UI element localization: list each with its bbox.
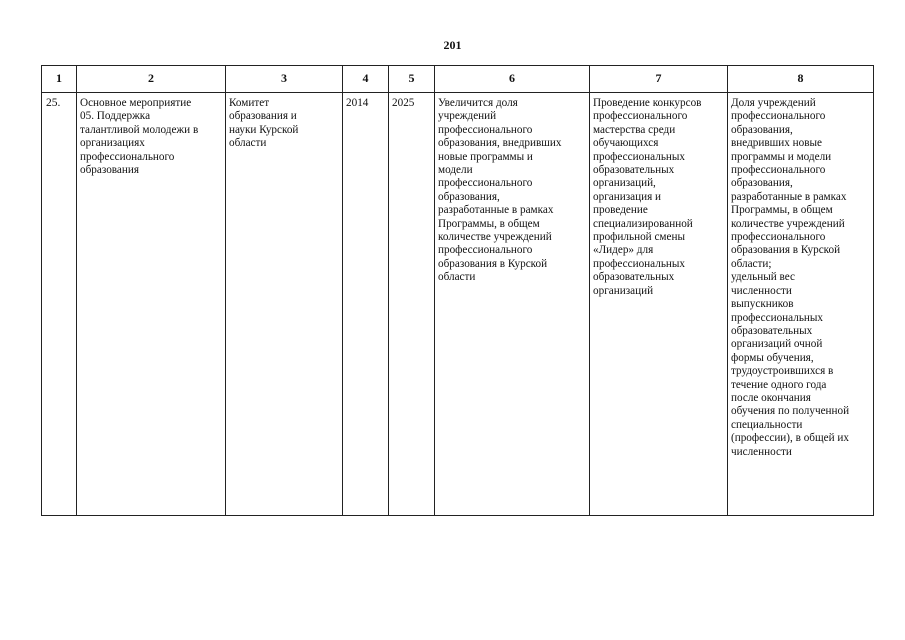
text-line: профессионального (731, 231, 826, 244)
text-line: профессионального (438, 244, 533, 257)
text-line: модели (438, 164, 473, 177)
text-line: образовательных (731, 324, 813, 337)
text-line: области; (731, 257, 772, 270)
column-header-4: 4 (343, 66, 389, 93)
main-directions-text (590, 93, 727, 298)
column-header-6: 6 (435, 66, 590, 93)
column-header-2: 2 (77, 66, 226, 93)
start-year: 2014 (346, 97, 369, 109)
text-line: организаций очной (731, 338, 823, 351)
row-number: 25. (46, 97, 61, 109)
text-line: профессиональных (731, 311, 824, 324)
text-line: области (229, 137, 267, 150)
text-line: образовательных (593, 164, 675, 177)
end-year: 2025 (392, 97, 415, 109)
table-row (42, 93, 874, 516)
start-year-cell (343, 93, 389, 516)
activity-text (77, 93, 225, 177)
text-line: течение одного года (731, 378, 827, 391)
text-line: Увеличится доля (438, 97, 518, 109)
text-line: численности (731, 284, 792, 297)
text-line: Программы, в общем (731, 204, 833, 217)
row-number-cell (42, 93, 77, 516)
text-line: организаций (593, 284, 654, 297)
text-line: профессионального (593, 110, 688, 123)
indicators-text (728, 93, 873, 459)
text-line: талантливой молодежи в (80, 123, 199, 136)
text-line: программы и модели (731, 150, 832, 163)
activity-cell (77, 93, 226, 516)
indicators-cell (728, 93, 874, 516)
text-line: выпускников (731, 298, 794, 311)
main-directions-cell (590, 93, 728, 516)
text-line: (профессии), в общей их (731, 432, 849, 445)
text-line: обучающихся (593, 137, 659, 150)
text-line: образования в Курской (731, 244, 841, 257)
end-year-cell (389, 93, 435, 516)
text-line: Основное мероприятие (80, 97, 192, 109)
text-line: Проведение конкурсов (593, 97, 702, 109)
column-header-8: 8 (728, 66, 874, 93)
text-line: образования, внедривших (438, 137, 562, 150)
text-line: новые программы и (438, 150, 533, 163)
text-line: разработанные в рамках (438, 204, 554, 217)
text-line: специальности (731, 418, 803, 431)
text-line: организаций, (593, 177, 656, 190)
header-row (42, 66, 874, 93)
text-line: профильной смены (593, 231, 685, 244)
text-line: трудоустроившихся в (731, 365, 834, 378)
executor-cell (226, 93, 343, 516)
page-number: 201 (443, 38, 462, 52)
text-line: организация и (593, 190, 662, 203)
program-activities-table (41, 65, 874, 516)
text-line: количестве учреждений (731, 217, 845, 230)
text-line: обучения по полученной (731, 405, 850, 418)
text-line: профессионального (731, 110, 826, 123)
expected-result-cell (435, 93, 590, 516)
text-line: 05. Поддержка (80, 110, 151, 123)
text-line: науки Курской (229, 123, 299, 136)
text-line: учреждений (438, 110, 497, 123)
text-line: образования (80, 164, 140, 177)
text-line: формы обучения, (731, 351, 814, 364)
text-line: Комитет (229, 97, 270, 109)
column-header-7: 7 (590, 66, 728, 93)
text-line: профессионального (731, 164, 826, 177)
text-line: профессиональных (593, 257, 686, 270)
text-line: образования, (438, 190, 500, 203)
text-line: образования в Курской (438, 257, 548, 270)
text-line: «Лидер» для (593, 244, 654, 257)
text-line: количестве учреждений (438, 231, 552, 244)
column-header-5: 5 (389, 66, 435, 93)
text-line: внедривших новые (731, 137, 822, 150)
text-line: удельный вес (731, 271, 795, 284)
text-line: образования и (229, 110, 297, 123)
text-line: Программы, в общем (438, 217, 540, 230)
text-line: проведение (593, 204, 648, 217)
text-line: Доля учреждений (731, 97, 816, 109)
text-line: численности (731, 445, 792, 458)
text-line: профессиональных (593, 150, 686, 163)
text-line: образования, (731, 123, 793, 136)
text-line: разработанные в рамках (731, 190, 847, 203)
text-line: области (438, 271, 476, 284)
text-line: специализированной (593, 217, 693, 230)
text-line: организациях (80, 137, 145, 150)
text-line: образовательных (593, 271, 675, 284)
executor-text (226, 93, 342, 151)
text-line: профессионального (80, 150, 175, 163)
text-line: образования, (731, 177, 793, 190)
column-header-1: 1 (42, 66, 77, 93)
text-line: после окончания (731, 391, 811, 404)
text-line: профессионального (438, 123, 533, 136)
column-header-3: 3 (226, 66, 343, 93)
text-line: профессионального (438, 177, 533, 190)
text-line: мастерства среди (593, 123, 676, 136)
expected-result-text (435, 93, 589, 285)
